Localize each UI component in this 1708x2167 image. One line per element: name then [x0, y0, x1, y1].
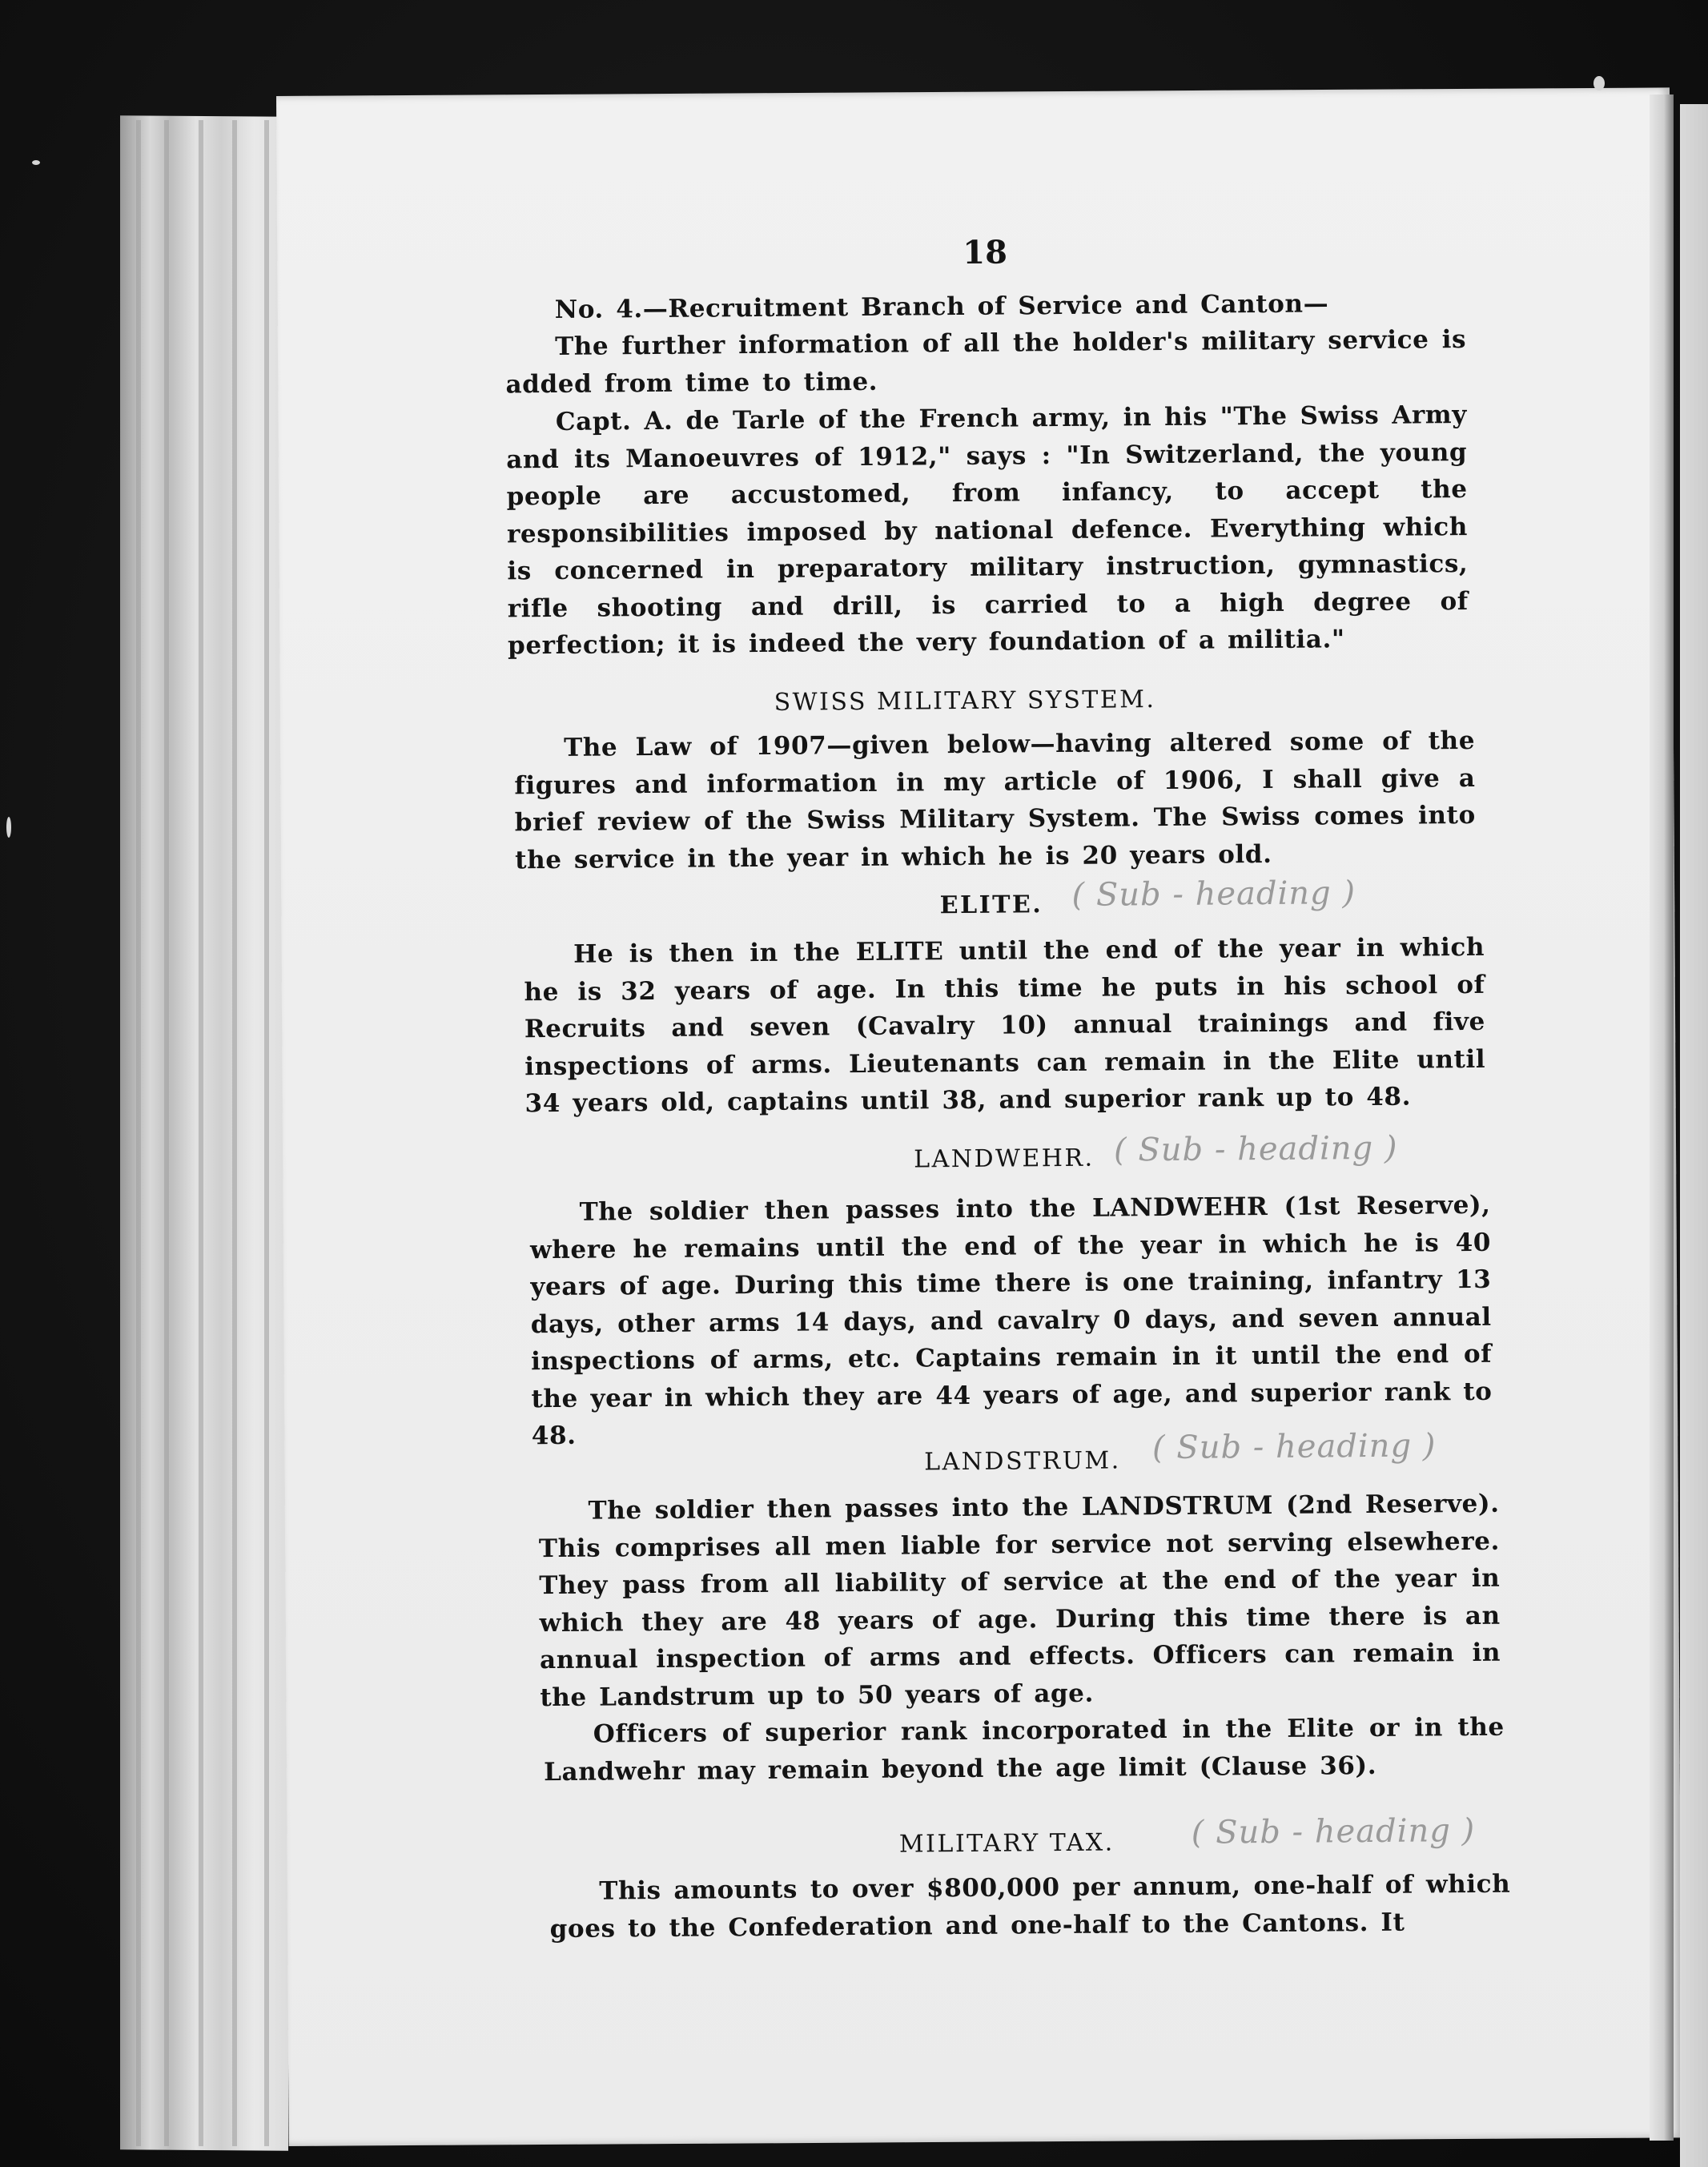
page-number: 18: [963, 233, 1008, 271]
section-paragraph-elite: He is then in the ELITE until the end of the year in which he is 32 years of age. In this time he puts in his school of Recruits and seven (Cavalry 10) annual trainings and five inspections of arms. Lieutenants can remain in the Elite until 34 years old, captains until 38, and superior rank up to 48.: [524, 932, 1486, 1119]
section-paragraph-landwehr: The soldier then passes into the LANDWEHR (1st Reserve), where he remains until the end of the year in which he is 40 years of age. During this time there is one training, infantry 13 days, other arms 14 days, and cavalry 0 days, and seven annual inspections of arms, etc. Captains remain in it until the end of the year in which they are 44 years of age, and superior rank to 48.: [529, 1190, 1493, 1451]
section-heading-military-tax: MILITARY TAX.: [898, 1828, 1115, 1859]
handwritten-annotation-landwehr: ( Sub - heading ): [1113, 1129, 1398, 1169]
de-tarle-quote-paragraph: Capt. A. de Tarle of the French army, in his "The Swiss Army and its Manoeuvres of 1912," says : "In Switzerland, the young people are accustomed, from infancy, to accept the responsibilities imposed by national defence. Everything which is concerned in preparatory military instruction, gymnastics, rifle shooting and drill, is carried to a high degree of perfection; it is indeed the very foundation of a militia.": [506, 400, 1469, 661]
section-heading-elite: ELITE.: [939, 891, 1043, 920]
section-heading-landwehr: LANDWEHR.: [914, 1144, 1095, 1174]
recruitment-paragraph: The further information of all the holder's military service is added from time to time.: [505, 325, 1467, 399]
handwritten-annotation-military-tax: ( Sub - heading ): [1191, 1811, 1476, 1851]
handwritten-annotation-elite: ( Sub - heading ): [1071, 874, 1356, 914]
section-heading-swiss-military-system: SWISS MILITARY SYSTEM.: [774, 685, 1156, 717]
recruitment-line: No. 4.—Recruitment Branch of Service and Canton—: [554, 289, 1329, 324]
handwritten-annotation-landstrum: ( Sub - heading ): [1151, 1427, 1437, 1467]
section-paragraph-military-tax: This amounts to over $800,000 per annum, one-half of which goes to the Confederation and one-half to the Cantons. It: [549, 1869, 1511, 1944]
section-paragraph-landstrum-officers: Officers of superior rank incorporated in the Elite or in the Landwehr may remain beyond the age limit (Clause 36).: [544, 1712, 1505, 1787]
section-heading-landstrum: LANDSTRUM.: [923, 1446, 1121, 1477]
section-paragraph-swiss-military-system: The Law of 1907—given below—having altered some of the figures and information in my article of 1906, I shall give a brief review of the Swiss Military System. The Swiss comes into the service in the year in which he is 20 years old.: [514, 726, 1476, 874]
section-paragraph-landstrum: The soldier then passes into the LANDSTRUM (2nd Reserve). This comprises all men liable for service not serving elsewhere. They pass from all liability of service at the end of the year in which they are 48 years of age. During this time there is an annual inspection of arms and effects. Officers can remain in the Landstrum up to 50 years of age.: [538, 1489, 1501, 1712]
